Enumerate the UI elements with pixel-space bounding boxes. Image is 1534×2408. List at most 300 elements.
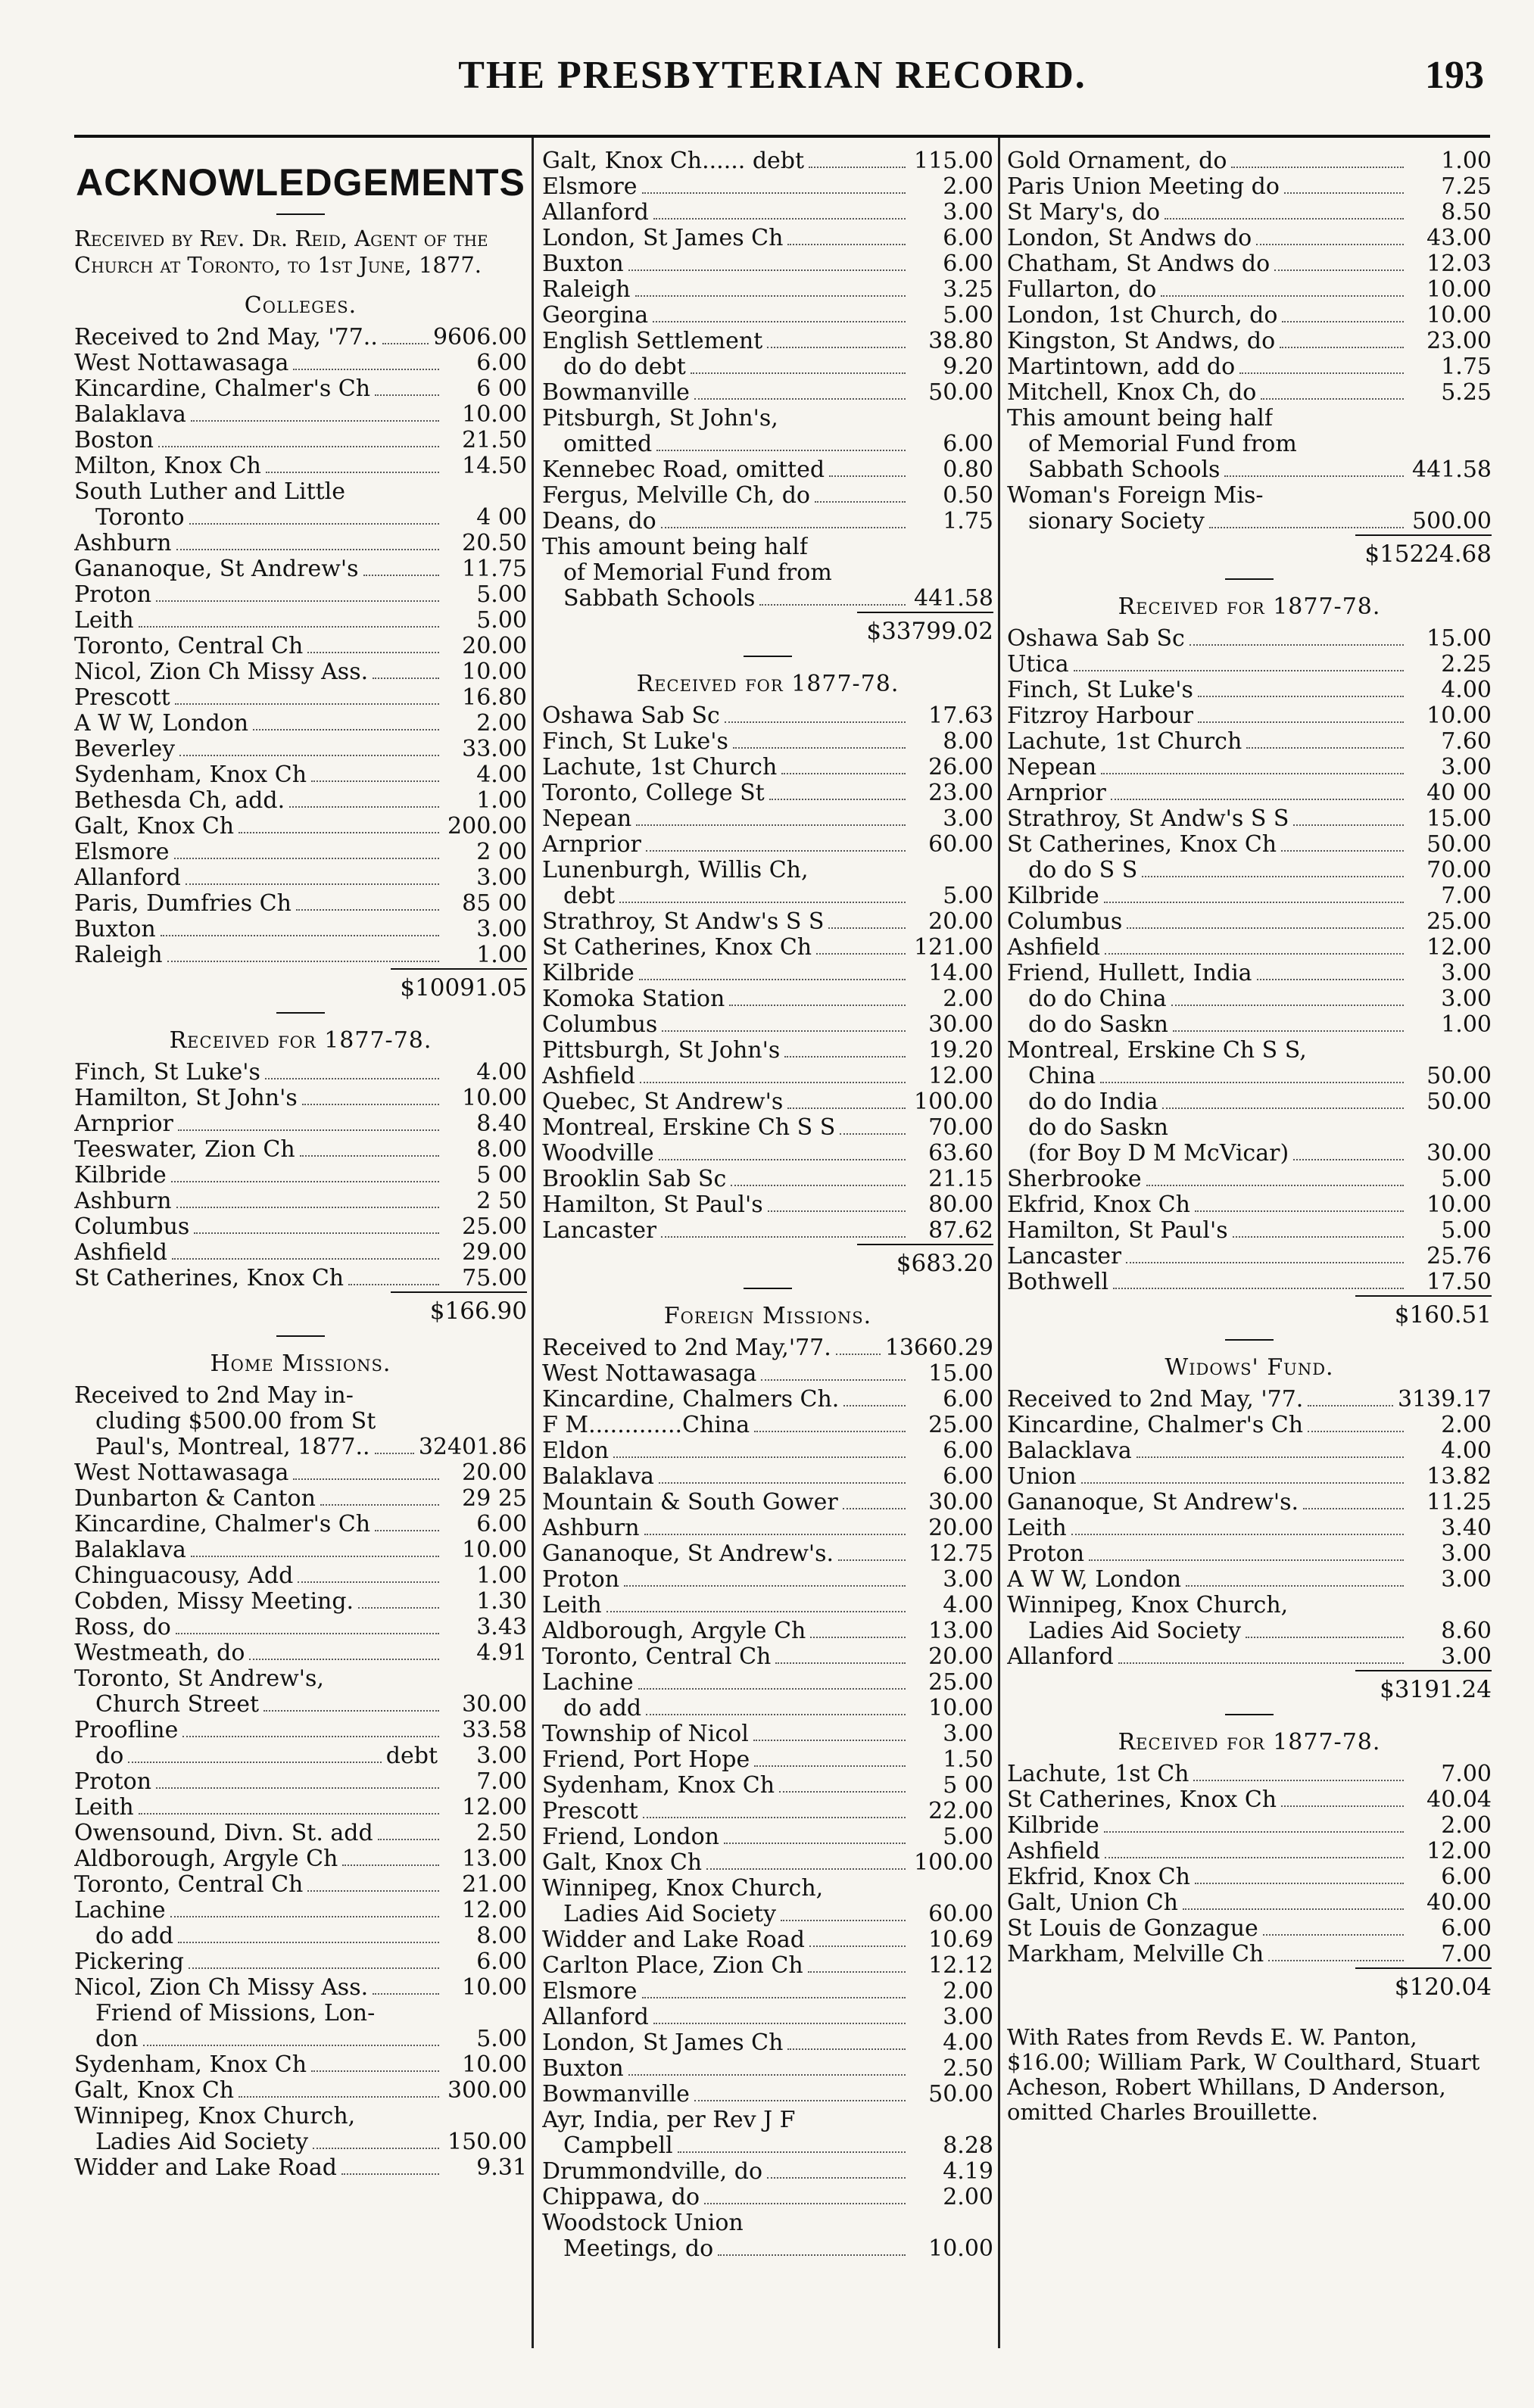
section-heading-received: Received for 1877-78. — [1118, 593, 1381, 620]
ledger-row — [542, 1115, 993, 1141]
entry-amount: 50.00 — [1426, 1063, 1492, 1089]
ledger-row — [542, 1516, 993, 1541]
entry-name: sionary Society — [1028, 509, 1205, 534]
ledger-row — [74, 634, 527, 659]
leader-dots — [704, 2203, 906, 2204]
ledger-row — [542, 406, 993, 431]
ledger-row — [1007, 200, 1492, 226]
entry-name: do do China — [1028, 986, 1167, 1012]
leader-dots — [733, 747, 906, 749]
entry-name: St Catherines, Knox Ch — [1007, 1787, 1277, 1813]
entry-name: Galt, Knox Ch — [74, 2078, 235, 2104]
ledger-row — [542, 1064, 993, 1089]
entry-name: Galt, Knox Ch — [74, 814, 235, 840]
entry-amount: 20.00 — [462, 633, 527, 659]
ledger-row — [542, 1799, 993, 1824]
entry-name: Fergus, Melville Ch, do — [542, 483, 810, 509]
entry-amount: 12.00 — [1426, 934, 1492, 961]
entry-amount: 10.00 — [1426, 1192, 1492, 1218]
leader-dots — [694, 2100, 906, 2101]
ledger-row — [74, 1460, 527, 1486]
entry-amount: 23.00 — [928, 780, 993, 806]
ledger-row — [542, 354, 993, 380]
leader-dots — [1081, 1482, 1404, 1484]
entry-name: Ladies Aid Society — [563, 1902, 777, 1927]
entry-amount: 21.00 — [462, 1871, 527, 1898]
entry-amount: 6.00 — [1441, 1915, 1492, 1942]
leader-dots — [787, 1107, 906, 1109]
entry-name: Kincardine, Chalmers Ch. — [542, 1387, 840, 1413]
short-rule — [276, 213, 325, 215]
widows-fund-list — [1007, 1387, 1492, 1670]
leader-dots — [293, 369, 439, 370]
running-header — [0, 45, 1534, 114]
leader-dots — [643, 1817, 906, 1818]
entry-amount: 63.60 — [928, 1140, 993, 1167]
ledger-row — [74, 1409, 527, 1435]
entry-amount: 2.25 — [1441, 651, 1492, 678]
entry-amount: 13.82 — [1426, 1463, 1492, 1490]
entry-amount: 3.00 — [476, 864, 527, 891]
entry-name: Ashfield — [74, 1240, 167, 1266]
leader-dots — [624, 1585, 906, 1587]
entry-amount: 12.00 — [1426, 1838, 1492, 1864]
short-rule — [744, 1288, 792, 1289]
entry-name: Martintown, add do — [1007, 354, 1236, 380]
entry-name: Arnprior — [74, 1111, 173, 1137]
home-missions-total: $33799.02 — [866, 618, 993, 645]
ledger-row — [1007, 729, 1492, 755]
ledger-row — [1007, 1438, 1492, 1464]
leader-dots — [158, 446, 439, 447]
section-heading-foreign-missions: Foreign Missions. — [663, 1303, 872, 1329]
leader-dots — [182, 1736, 439, 1737]
entry-amount: 8.00 — [476, 1136, 527, 1163]
ledger-row — [542, 909, 993, 935]
entry-name: Raleigh — [542, 277, 631, 303]
leader-dots — [1183, 1908, 1404, 1910]
entry-amount: 43.00 — [1426, 225, 1492, 251]
entry-amount: 50.00 — [928, 379, 993, 406]
entry-name: Proton — [1007, 1541, 1085, 1567]
entry-name: Toronto, Central Ch — [74, 1872, 304, 1898]
entry-name: Bethesda Ch, add. — [74, 788, 285, 814]
ledger-row — [74, 1640, 527, 1666]
leader-dots — [375, 1453, 414, 1454]
entry-name: St Catherines, Knox Ch — [542, 935, 812, 961]
section-heading-received: Received for 1877-78. — [169, 1027, 432, 1054]
entry-name: Paul's, Montreal, 1877.. — [95, 1435, 370, 1460]
entry-amount: 6 00 — [476, 375, 527, 402]
entry-amount: 33.58 — [462, 1717, 527, 1743]
leader-dots — [139, 626, 439, 628]
ledger-row — [542, 200, 993, 226]
entry-name: London, St James Ch — [542, 226, 784, 251]
leader-dots — [1195, 1883, 1404, 1884]
leader-dots — [289, 806, 439, 808]
entry-name: do do S S — [1028, 858, 1138, 883]
leader-dots — [1231, 167, 1404, 168]
ledger-row — [1007, 1567, 1492, 1593]
entry-name: St Louis de Gonzague — [1007, 1916, 1258, 1942]
column-rule — [532, 138, 534, 2348]
entry-name: do add — [563, 1696, 642, 1721]
entry-amount: 15.00 — [928, 1360, 993, 1387]
entry-name: Proton — [542, 1567, 620, 1593]
ledger-row — [74, 428, 527, 453]
entry-name: Fitzroy Harbour — [1007, 703, 1194, 729]
entry-amount: 6.00 — [943, 251, 993, 277]
entry-name: Prescott — [542, 1799, 638, 1824]
leader-dots — [636, 824, 906, 826]
entry-amount: 29 25 — [462, 1485, 527, 1512]
entry-name: Elsmore — [74, 840, 170, 865]
leader-dots — [775, 1662, 906, 1664]
leader-dots — [843, 1405, 906, 1406]
leader-dots — [1136, 1456, 1404, 1458]
ledger-row — [542, 2107, 993, 2133]
ledger-row — [542, 729, 993, 755]
leader-dots — [754, 1765, 906, 1767]
leader-dots — [249, 1659, 439, 1660]
entry-amount: 13.00 — [462, 1846, 527, 1872]
column-2 — [542, 148, 993, 2366]
entry-amount: 20.00 — [928, 1515, 993, 1541]
leader-dots — [759, 604, 906, 606]
ledger-row — [542, 2185, 993, 2210]
leader-dots — [311, 780, 439, 782]
ledger-row — [542, 1490, 993, 1516]
entry-name: omitted — [563, 431, 653, 457]
entry-amount: 3.00 — [943, 2004, 993, 2030]
ledger-row — [542, 1773, 993, 1799]
leader-dots — [1104, 902, 1404, 903]
entry-name: Kilbride — [1007, 1813, 1099, 1839]
entry-amount: 3.00 — [943, 805, 993, 832]
entry-name: English Settlement — [542, 329, 763, 354]
entry-name: Leith — [74, 608, 134, 634]
leader-dots — [174, 858, 440, 859]
entry-amount: 21.50 — [462, 427, 527, 453]
entry-name: Sherbrooke — [1007, 1167, 1142, 1192]
leader-dots — [191, 1556, 439, 1557]
leader-dots — [1193, 1780, 1404, 1781]
leader-dots — [1105, 1857, 1404, 1858]
entry-name: Church Street — [95, 1692, 260, 1718]
entry-name: Leith — [542, 1593, 602, 1618]
entry-name: Bowmanville — [542, 380, 690, 406]
ledger-row — [542, 2082, 993, 2107]
ledger-row — [1007, 1244, 1492, 1269]
intro-text: Received by Rev. Dr. Reid, Agent of the Church at Toronto, to 1st June, 1877. — [74, 226, 488, 278]
ledger-row — [542, 806, 993, 832]
entry-amount: 3.00 — [1441, 960, 1492, 986]
leader-dots — [253, 729, 439, 730]
entry-name: Montreal, Erskine Ch S S, — [1007, 1038, 1307, 1064]
entry-amount: 12.00 — [928, 1063, 993, 1089]
leader-dots — [646, 1714, 906, 1715]
leader-dots — [1280, 347, 1404, 348]
leader-dots — [1246, 1637, 1404, 1638]
leader-dots — [843, 1508, 906, 1509]
column-1 — [74, 148, 527, 2366]
entry-amount: 17.63 — [928, 702, 993, 729]
ledger-row — [74, 1795, 527, 1821]
entry-name: Lancaster — [542, 1218, 657, 1244]
ledger-row — [1007, 1787, 1492, 1813]
ledger-row — [1007, 1167, 1492, 1192]
ledger-row — [542, 2133, 993, 2159]
leader-dots — [787, 2048, 906, 2050]
ledger-row — [74, 865, 527, 891]
entry-name: Friend of Missions, Lon- — [95, 2001, 376, 2026]
entry-name: Chatham, St Andws do — [1007, 251, 1271, 277]
leader-dots — [1171, 1005, 1404, 1006]
leader-dots — [178, 1942, 439, 1943]
ledger-row — [542, 1361, 993, 1387]
entry-amount: 2.50 — [943, 2055, 993, 2082]
ledger-row — [1007, 303, 1492, 329]
leader-dots — [761, 1379, 906, 1381]
ledger-row — [542, 1747, 993, 1773]
entry-amount: 441.58 — [914, 585, 993, 612]
journal-title: THE PRESBYTERIAN RECORD. — [458, 54, 1087, 97]
ledger-row — [542, 1824, 993, 1850]
ledger-row — [74, 840, 527, 865]
leader-dots — [139, 1813, 439, 1815]
entry-amount: 40 00 — [1426, 780, 1492, 806]
leader-dots — [375, 394, 439, 396]
entry-name: Woman's Foreign Mis- — [1007, 483, 1264, 509]
ledger-row — [542, 586, 993, 612]
entry-name: Pitsburgh, St John's, — [542, 406, 778, 431]
entry-amount: 9.20 — [943, 354, 993, 380]
leader-dots — [189, 1967, 439, 1969]
ledger-row — [1007, 961, 1492, 986]
entry-name: Friend, Port Hope — [542, 1747, 750, 1773]
entry-name: Galt, Knox Ch — [542, 1850, 703, 1876]
entry-name: West Nottawasaga — [542, 1361, 757, 1387]
colleges-total: $10091.05 — [400, 974, 527, 1002]
entry-name: Gananoque, St Andrew's. — [542, 1541, 834, 1567]
ledger-row — [1007, 1089, 1492, 1115]
entry-name: do add — [95, 1924, 174, 1949]
entry-amount: 26.00 — [928, 754, 993, 780]
leader-dots — [1256, 244, 1404, 245]
ledger-row — [74, 942, 527, 968]
entry-amount: 2.50 — [476, 1820, 527, 1846]
entry-amount: 6.00 — [1441, 1864, 1492, 1890]
entry-amount: 12.03 — [1426, 251, 1492, 277]
entry-name: Proton — [74, 1769, 152, 1795]
entry-name: Balacklava — [1007, 1438, 1132, 1464]
entry-name: Ayr, India, per Rev J F — [542, 2107, 796, 2133]
ledger-row — [542, 1979, 993, 2005]
entry-amount: 30.00 — [928, 1011, 993, 1038]
ledger-row — [74, 1692, 527, 1718]
leader-dots — [1198, 696, 1404, 697]
column-rule — [998, 138, 1000, 2348]
section-heading-received: Received for 1877-78. — [636, 671, 900, 697]
entry-name: Eldon — [542, 1438, 610, 1464]
short-rule — [744, 656, 792, 657]
entry-name: Winnipeg, Knox Church, — [1007, 1593, 1289, 1618]
leader-dots — [176, 549, 439, 550]
ledger-row — [74, 1898, 527, 1924]
received-total: $166.90 — [429, 1297, 527, 1325]
leader-dots — [653, 2023, 906, 2024]
entry-name: Buxton — [542, 2056, 624, 2082]
entry-amount: 60.00 — [928, 1901, 993, 1927]
entry-name: Proofline — [74, 1718, 179, 1743]
leader-dots — [363, 575, 439, 576]
entry-amount: 1.00 — [1441, 148, 1492, 174]
entry-amount: 5.00 — [943, 302, 993, 329]
leader-dots — [606, 1611, 906, 1612]
entry-amount: 3.00 — [943, 1721, 993, 1747]
entry-name: Lancaster — [1007, 1244, 1122, 1269]
entry-name: Markham, Melville Ch — [1007, 1942, 1264, 1967]
entry-amount: 4.00 — [943, 2030, 993, 2056]
leader-dots — [662, 1030, 906, 1032]
ledger-row — [1007, 251, 1492, 277]
leader-dots — [815, 501, 906, 503]
entry-amount: 6.00 — [943, 1463, 993, 1490]
entry-name: Sabbath Schools — [1028, 457, 1221, 483]
entry-name: Allanford — [542, 2005, 649, 2030]
ledger-row — [542, 1721, 993, 1747]
ledger-row — [1007, 406, 1492, 431]
ledger-row — [542, 329, 993, 354]
leader-dots — [239, 2096, 439, 2098]
leader-dots — [1127, 927, 1404, 929]
leader-dots — [1101, 773, 1404, 774]
entry-amount: 5.00 — [476, 2026, 527, 2052]
entry-amount: 50.00 — [1426, 831, 1492, 858]
ledger-row — [1007, 148, 1492, 174]
leader-dots — [781, 1920, 906, 1921]
ledger-row — [542, 1089, 993, 1115]
entry-name: (for Boy D M McVicar) — [1028, 1141, 1289, 1167]
entry-amount: 10.69 — [928, 1927, 993, 1953]
entry-amount: 3.00 — [1441, 1643, 1492, 1670]
short-rule — [276, 1012, 325, 1014]
entry-name: Kennebec Road, omitted — [542, 457, 825, 483]
home-missions-continued-list — [542, 148, 993, 612]
ledger-row — [542, 1167, 993, 1192]
entry-amount: 30.00 — [462, 1691, 527, 1718]
short-rule — [1225, 578, 1274, 580]
ledger-row — [542, 1387, 993, 1413]
ledger-row — [542, 380, 993, 406]
short-rule — [1225, 1714, 1274, 1715]
ledger-row — [542, 534, 993, 560]
entry-name: Lachine — [74, 1898, 166, 1924]
entry-amount: 11.75 — [462, 556, 527, 582]
entry-amount: 80.00 — [928, 1192, 993, 1218]
leader-dots — [302, 1104, 439, 1105]
entry-name: London, St James Ch — [542, 2030, 784, 2056]
ledger-row — [1007, 883, 1492, 909]
entry-name: Winnipeg, Knox Church, — [74, 2104, 356, 2129]
ledger-row — [542, 251, 993, 277]
entry-name: Georgina — [542, 303, 649, 329]
entry-amount: 8.50 — [1441, 199, 1492, 226]
ledger-row — [74, 1240, 527, 1266]
leader-dots — [731, 1185, 906, 1186]
ledger-row — [1007, 1064, 1492, 1089]
entry-name: Raleigh — [74, 942, 163, 968]
leader-dots — [1263, 1934, 1404, 1936]
entry-amount: 2.00 — [943, 986, 993, 1012]
entry-amount: 3.00 — [943, 199, 993, 226]
leader-dots — [170, 1916, 439, 1917]
leader-dots — [1239, 372, 1404, 374]
leader-dots — [781, 773, 906, 774]
ledger-row — [74, 1266, 527, 1291]
entry-name: Kincardine, Chalmer's Ch — [74, 376, 371, 402]
ledger-row — [1007, 1012, 1492, 1038]
ledger-row — [74, 711, 527, 737]
entry-amount: 14.50 — [462, 453, 527, 479]
ledger-row — [74, 1821, 527, 1846]
leader-dots — [1257, 979, 1404, 980]
entry-name: A W W, London — [74, 711, 249, 737]
entry-name: Hamilton, St Paul's — [542, 1192, 763, 1218]
leader-dots — [678, 2151, 906, 2153]
total-rule — [1355, 534, 1492, 536]
entry-name: Friend, London — [542, 1824, 719, 1850]
entry-name: Elsmore — [542, 174, 638, 200]
entry-amount: 70.00 — [1426, 857, 1492, 883]
ledger-row — [542, 1464, 993, 1490]
entry-amount: 13.00 — [928, 1618, 993, 1644]
entry-name: Balaklava — [542, 1464, 654, 1490]
entry-amount: 12.00 — [462, 1794, 527, 1821]
leader-dots — [1293, 824, 1404, 826]
leader-dots — [836, 1354, 881, 1355]
ledger-row — [74, 608, 527, 634]
ledger-row — [542, 560, 993, 586]
entry-name: Dunbarton & Canton — [74, 1486, 316, 1512]
ledger-row — [1007, 1192, 1492, 1218]
entry-amount: 5.25 — [1441, 379, 1492, 406]
entry-name: Beverley — [74, 737, 176, 762]
entry-name: Prescott — [74, 685, 170, 711]
ledger-row — [542, 1012, 993, 1038]
leader-dots — [809, 167, 906, 168]
entry-name: Toronto, Central Ch — [74, 634, 304, 659]
ledger-row — [542, 2210, 993, 2236]
leader-dots — [298, 1581, 439, 1583]
ledger-row — [1007, 678, 1492, 703]
entry-name: Oshawa Sab Sc — [1007, 626, 1185, 652]
ledger-row — [542, 755, 993, 780]
section-heading-colleges: Colleges. — [244, 292, 357, 319]
entry-name: Finch, St Luke's — [1007, 678, 1193, 703]
leader-dots — [1303, 1508, 1404, 1509]
ledger-row — [1007, 1644, 1492, 1670]
entry-name: do do debt — [563, 354, 686, 380]
entry-amount: 8.60 — [1441, 1618, 1492, 1644]
ledger-row — [1007, 806, 1492, 832]
ledger-row — [1007, 483, 1492, 509]
entry-name: Ladies Aid Society — [1028, 1618, 1242, 1644]
ledger-row — [1007, 1218, 1492, 1244]
ledger-row — [74, 1872, 527, 1898]
entry-name: Union — [1007, 1464, 1077, 1490]
leader-dots — [1268, 1960, 1404, 1961]
